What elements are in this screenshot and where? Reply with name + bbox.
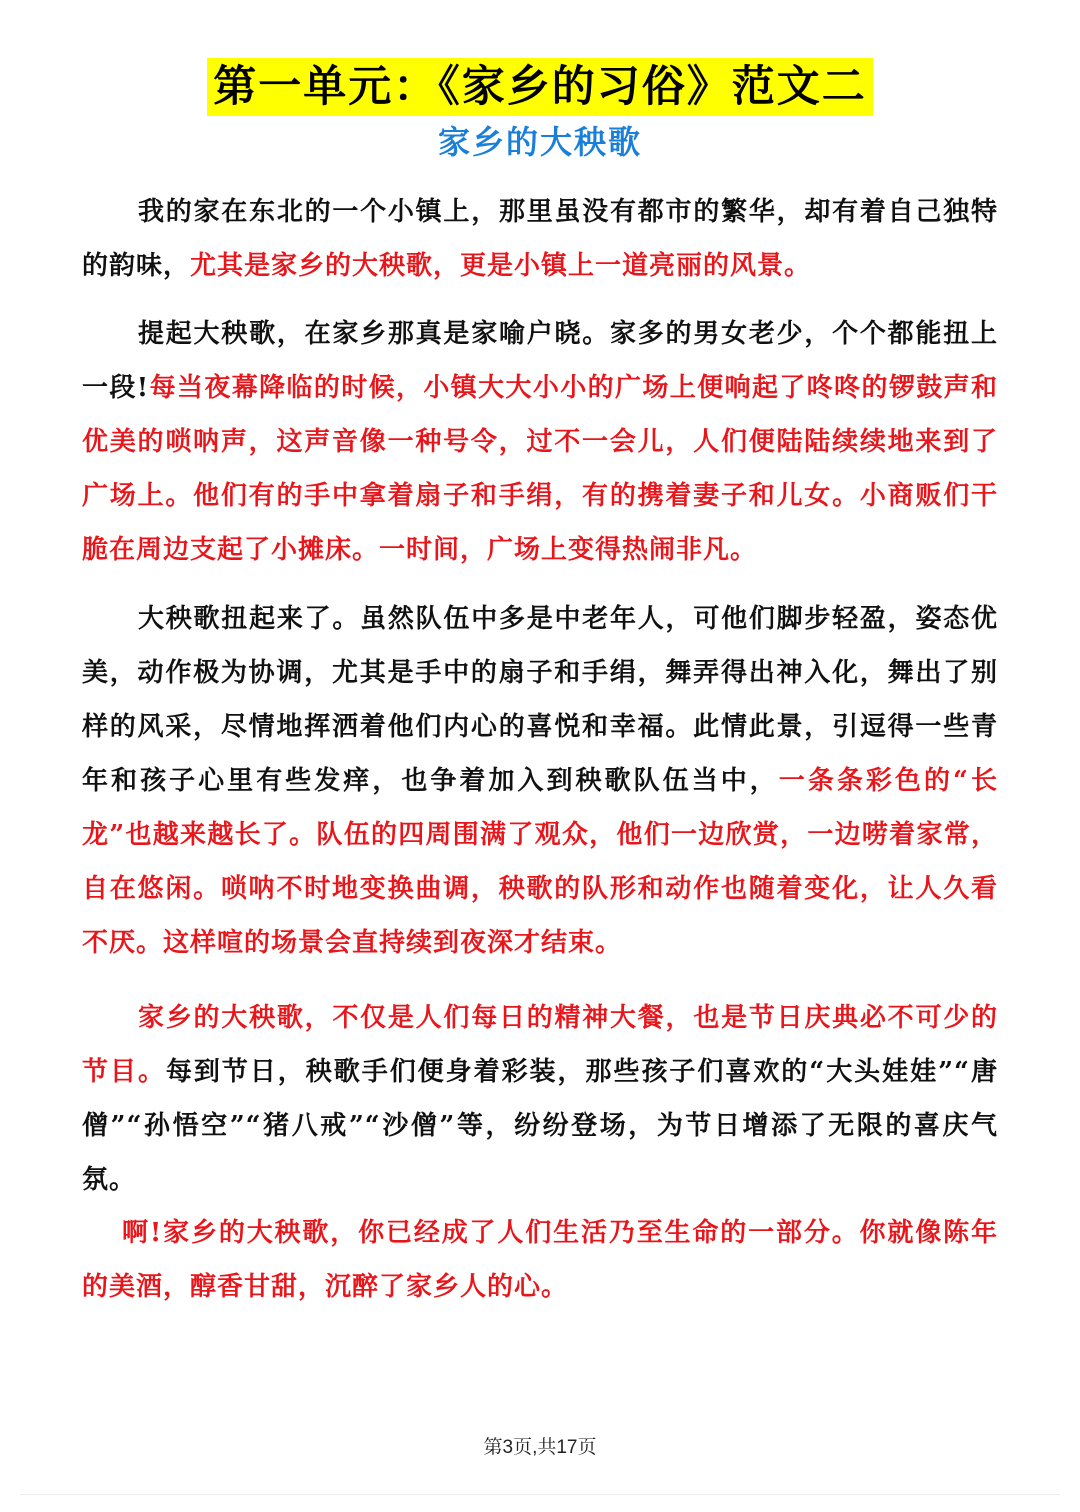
paragraph-3: [82, 592, 998, 970]
paragraph-4: [82, 991, 998, 1207]
paragraph-5: [82, 1206, 998, 1314]
paragraph-1-text: 我的家在东北的一个小镇上，那里虽没有都市的繁华，却有着自己独特的韵味，: [82, 197, 998, 281]
page-title: 第一单元：《家乡的习俗》范文二: [207, 58, 873, 116]
paragraph-2-highlight: 每当夜幕降临的时候，小镇大大小小的广场上便响起了咚咚的锣鼓声和优美的唢呐声，这声音像一种号令，过不一会儿，人们便陆陆续续地来到了广场上。他们有的手中拿着扇子和手绢，有的携着妻子和儿女。小商贩们干脆在周边支起了小摊床。一时间，广场上变得热闹非凡。: [82, 373, 998, 565]
paragraph-1: [82, 185, 998, 293]
paragraph-3-text: 大秧歌扭起来了。虽然队伍中多是中老年人，可他们脚步轻盈，姿态优美，动作极为协调，尤其是手中的扇子和手绢，舞弄得出神入化，舞出了别样的风采，尽情地挥洒着他们内心的喜悦和幸福。此情此景，引逗得一些青年和孩子心里有些发痒，也争着加入到秧歌队伍当中，: [82, 604, 998, 796]
paragraph-2: [82, 307, 998, 577]
paragraph-5-highlight: 啊!家乡的大秧歌，你已经成了人们生活乃至生命的一部分。你就像陈年的美酒，醇香甘甜，沉醉了家乡人的心。: [82, 1218, 998, 1302]
title-container: [0, 58, 1080, 116]
paragraph-2-text: 提起大秧歌，在家乡那真是家喻户晓。家多的男女老少，个个都能扭上一段!: [82, 319, 998, 403]
paragraph-4-text: 每到节日，秧歌手们便身着彩装，那些孩子们喜欢的“大头娃娃”“唐僧”“孙悟空”“猪八戒”“沙僧”等，纷纷登场，为节日增添了无限的喜庆气氛。: [82, 1057, 998, 1195]
page-number: 第3页,共17页: [483, 1437, 597, 1458]
paragraph-3-highlight: 一条条彩色的“长龙”也越来越长了。队伍的四周围满了观众，他们一边欣赏，一边唠着家常，自在悠闲。唢呐不时地变换曲调，秧歌的队形和动作也随着变化，让人久看不厌。这样喧的场景会直持续到夜深才结束。: [82, 766, 998, 958]
essay-title: 家乡的大秧歌: [437, 123, 642, 161]
page-divider: [20, 1494, 1060, 1495]
paragraph-4-highlight: 家乡的大秧歌，不仅是人们每日的精神大餐，也是节日庆典必不可少的节目。: [82, 1003, 998, 1087]
paragraph-1-highlight: 尤其是家乡的大秧歌，更是小镇上一道亮丽的风景。: [190, 251, 812, 281]
